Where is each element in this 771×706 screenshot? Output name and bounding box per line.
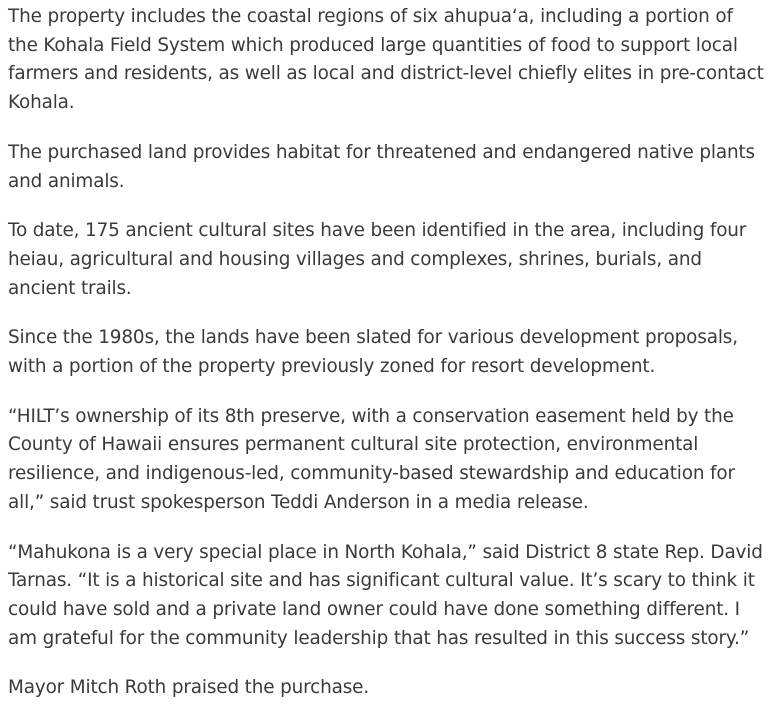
article-paragraph-6-quote: “Mahukona is a very special place in North Kohala,” said District 8 state Rep. David Tarnas. “It is a historical site and has significant cultural value. It’s scary to think it could have sold and a private land owner could have done something different. I am grateful for the community leadership that has resulted in this success story.” xyxy=(8,541,763,649)
article-paragraph-5-quote: “HILT’s ownership of its 8th preserve, with a conservation easement held by the County of Hawaii ensures permanent cultural site protection, environmental resilience, and indigenous-led, community-based stewardship and education for all,” said trust spokesperson Teddi Anderson in a media release. xyxy=(8,405,735,513)
article-paragraph-1: The property includes the coastal regions of six ahupua‘a, including a portion of the Kohala Field System which produced large quantities of food to support local farmers and residents, as well as local and district-level chiefly elites in pre-contact Kohala. xyxy=(8,6,764,114)
article-paragraph-4: Since the 1980s, the lands have been slated for various development proposals, with a portion of the property previously zoned for resort development. xyxy=(8,327,738,378)
article-body xyxy=(8,3,768,703)
article-paragraph-7: Mayor Mitch Roth praised the purchase. xyxy=(8,677,370,699)
article-paragraph-2: The purchased land provides habitat for threatened and endangered native plants and animals. xyxy=(8,141,755,192)
article-paragraph-3: To date, 175 ancient cultural sites have been identified in the area, including four heiau, agricultural and housing villages and complexes, shrines, burials, and ancient trails. xyxy=(8,220,747,299)
